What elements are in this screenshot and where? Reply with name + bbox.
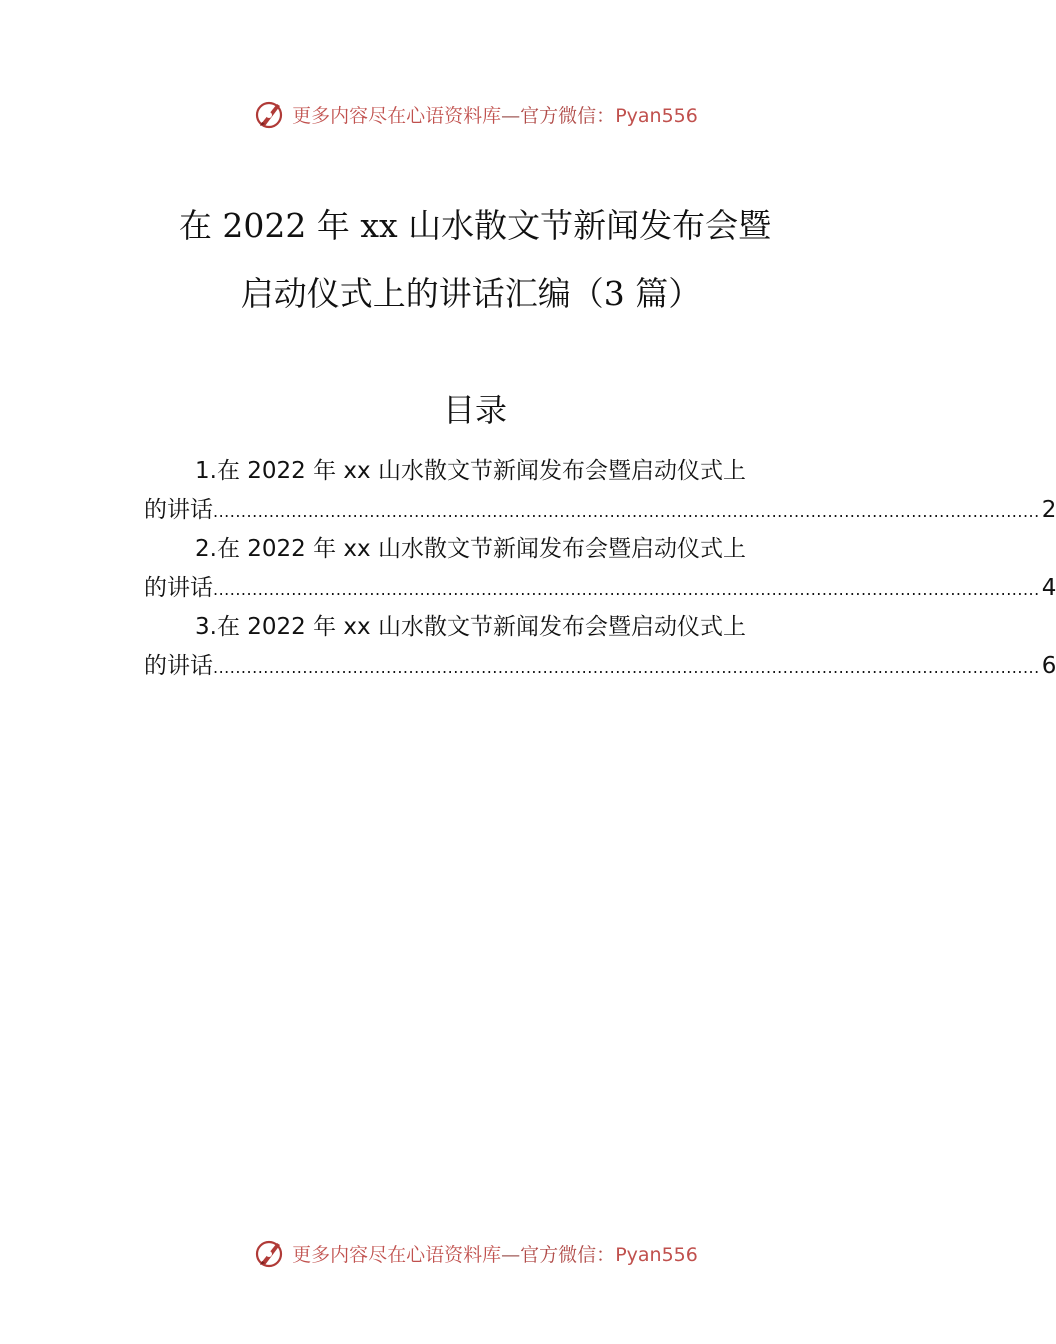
banner-wechat-id: Pyan556 (615, 1243, 698, 1266)
banner-text (292, 1240, 698, 1267)
toc-item-title-end: 的讲话 (144, 653, 213, 679)
document-title-line2: 启动仪式上的讲话汇编（3 篇） (240, 274, 702, 313)
toc-heading: 目录 (442, 391, 507, 429)
toc-item-continuation (144, 491, 1056, 530)
toc-item-3[interactable] (144, 608, 1056, 686)
toc-item-continuation (144, 569, 1056, 608)
quill-pen-logo-icon (252, 1236, 286, 1270)
toc-item-title: 1.在 2022 年 xx 山水散文节新闻发布会暨启动仪式上 (195, 458, 746, 484)
toc-leader-dots: .................................................................................................................................................... (213, 502, 1040, 521)
banner-dash: — (501, 1243, 521, 1266)
toc-item-title-end: 的讲话 (144, 575, 213, 601)
document-title-line1: 在 2022 年 xx 山水散文节新闻发布会暨 (178, 206, 772, 245)
toc-item-title: 2.在 2022 年 xx 山水散文节新闻发布会暨启动仪式上 (195, 536, 746, 562)
table-of-contents (144, 452, 1056, 686)
banner-wechat-id: Pyan556 (615, 104, 698, 127)
banner-main-text: 更多内容尽在心语资料库 (292, 1243, 502, 1266)
banner-label: 官方微信： (520, 1243, 616, 1266)
toc-item-continuation (144, 647, 1056, 686)
banner-label: 官方微信： (520, 104, 616, 127)
toc-item-1[interactable] (144, 452, 1056, 530)
banner-main-text: 更多内容尽在心语资料库 (292, 104, 502, 127)
toc-item-title: 3.在 2022 年 xx 山水散文节新闻发布会暨启动仪式上 (195, 614, 746, 640)
toc-leader-dots: .................................................................................................................................................... (213, 658, 1040, 677)
banner-dash: — (501, 104, 521, 127)
quill-pen-logo-icon (252, 97, 286, 131)
footer-banner (0, 1233, 950, 1273)
toc-page-number: 6 (1041, 653, 1056, 679)
toc-page-number: 4 (1041, 575, 1056, 601)
banner-content (252, 1236, 698, 1270)
toc-item-2[interactable] (144, 530, 1056, 608)
banner-text (292, 101, 698, 128)
toc-item-title-end: 的讲话 (144, 497, 213, 523)
banner-content (252, 97, 698, 131)
header-banner (0, 94, 950, 134)
toc-leader-dots: .................................................................................................................................................... (213, 580, 1040, 599)
toc-page-number: 2 (1041, 497, 1056, 523)
